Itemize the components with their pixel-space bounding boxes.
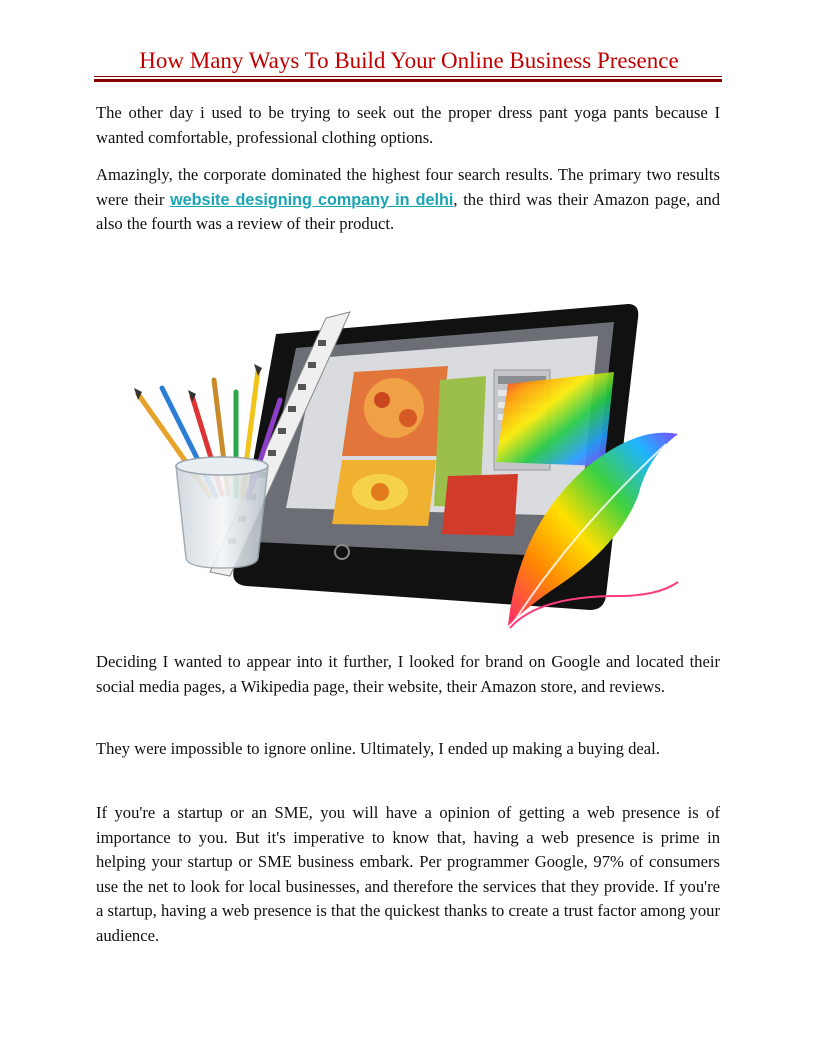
- paragraph-2-text-before: Amazingly, the corporate dominated the highest four search results. The primary two results were their: [96, 165, 720, 209]
- title-rule-thin: [94, 76, 722, 77]
- paragraph-2-text-after: , the third was their Amazon page, and also the fourth was a review of their product.: [96, 189, 721, 234]
- paragraph-4: They were impossible to ignore online. Ultimately, I ended up making a buying deal.: [96, 739, 660, 758]
- document-title: How Many Ways To Build Your Online Business Presence: [139, 48, 679, 73]
- website-designing-link[interactable]: website designing company in delhi: [170, 190, 454, 209]
- paragraph-5: If you're a startup or an SME, you will have a opinion of getting a web presence is of importance to you. But it's imperative to know that, having a web presence is prime in helping your startup or SME business embark. Per programmer Google, 97% of consumers use the net to look for local businesses, and therefore the services that they provide. If you're a startup, having a web presence is that the quickest thanks to create a trust factor among your audience.: [96, 803, 720, 945]
- tablet-design-illustration: [118, 296, 698, 636]
- paragraph-2: [96, 163, 720, 237]
- paragraph-1: The other day i used to be trying to seek out the proper dress pant yoga pants because I wanted comfortable, professional clothing options.: [96, 103, 720, 147]
- paragraph-3: Deciding I wanted to appear into it further, I looked for brand on Google and located their social media pages, a Wikipedia page, their website, their Amazon store, and reviews.: [96, 652, 720, 696]
- title-rule-thick: [94, 79, 722, 82]
